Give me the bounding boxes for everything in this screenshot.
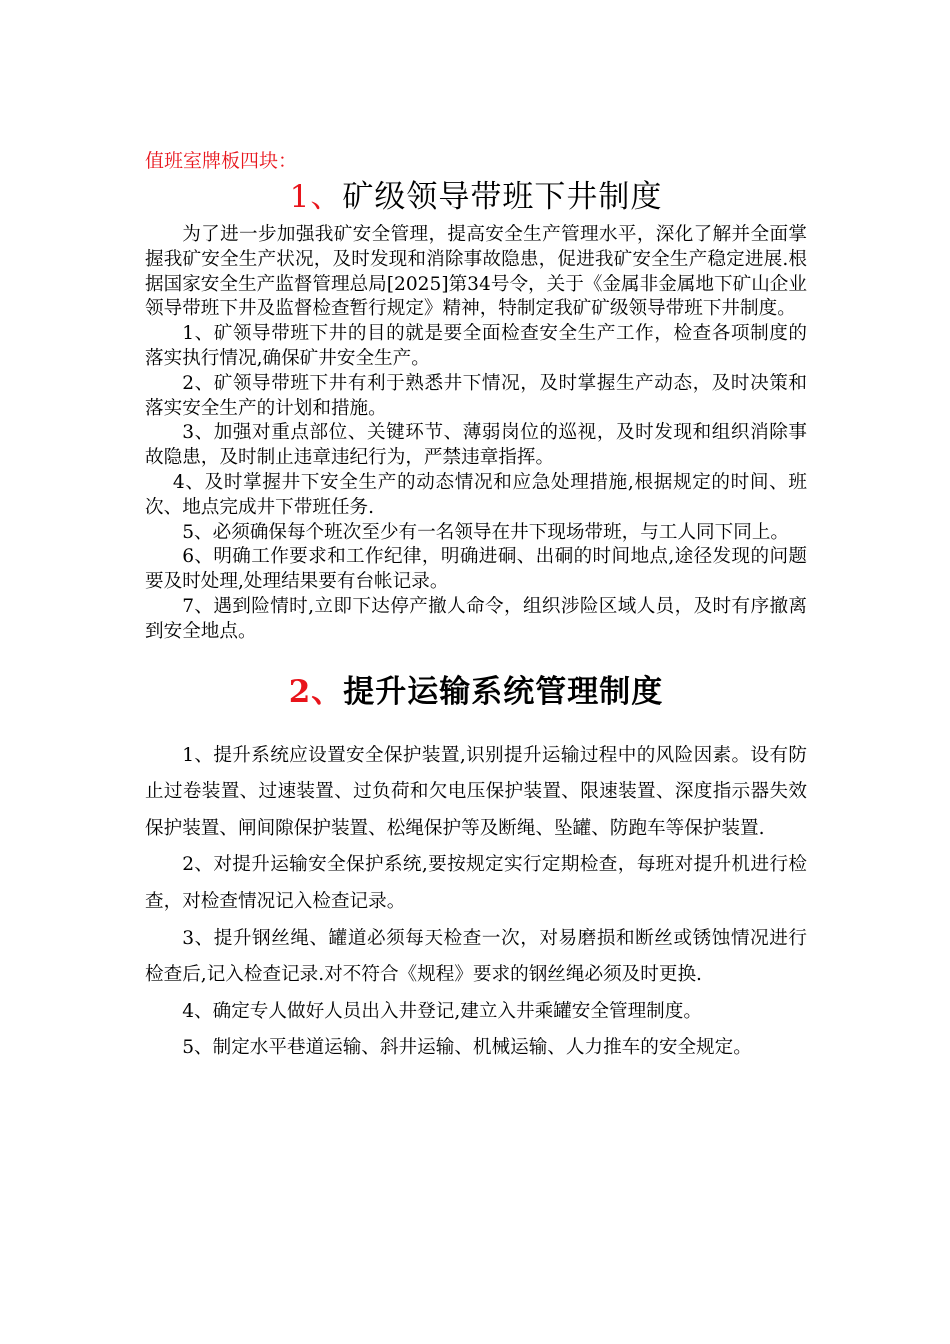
section1-title-text: 矿级领导带班下井制度 (342, 179, 663, 215)
section2-body (145, 738, 807, 1067)
section2-paragraph: 4、确定专人做好人员出入井登记,建立入井乘罐安全管理制度。 (182, 1000, 702, 1022)
section2-paragraph: 1、提升系统应设置安全保护装置,识别提升运输过程中的风险因素。设有防止过卷装置、过速装置、过负荷和欠电压保护装置、限速装置、深度指示器失效保护装置、闸间隙保护装置、松绳保护等及断绳、坠罐、防跑车等保护装置. (145, 744, 807, 839)
section1-number: 1、 (289, 179, 343, 215)
section1-paragraph: 7、遇到险情时,立即下达停产撤人命令，组织涉险区域人员，及时有序撤离到安全地点。 (145, 595, 807, 642)
section1-paragraph: 3、加强对重点部位、关键环节、薄弱岗位的巡视，及时发现和组织消除事故隐患，及时制止违章违纪行为，严禁违章指挥。 (145, 422, 807, 469)
section1-body (145, 223, 807, 645)
section2-title (145, 670, 807, 714)
section2-paragraph: 2、对提升运输安全保护系统,要按规定实行定期检查，每班对提升机进行检查，对检查情况记入检查记录。 (145, 854, 807, 912)
section2-title-text: 提升运输系统管理制度 (343, 673, 664, 710)
section1-paragraph: 6、明确工作要求和工作纪律，明确进硐、出硐的时间地点,途径发现的问题要及时处理,处理结果要有台帐记录。 (145, 546, 807, 593)
section1-paragraph: 2、矿领导带班下井有利于熟悉井下情况，及时掌握生产动态，及时决策和落实安全生产的计划和措施。 (145, 372, 807, 419)
section2-number: 2、 (288, 673, 344, 710)
document-content (145, 147, 807, 1067)
intro-label: 值班室牌板四块： (145, 150, 298, 172)
section1-paragraph: 5、必须确保每个班次至少有一名领导在井下现场带班，与工人同下同上。 (182, 521, 790, 543)
section1-title (145, 175, 807, 219)
section1-paragraph: 为了进一步加强我矿安全管理，提高安全生产管理水平，深化了解并全面掌握我矿安全生产状况，及时发现和消除事故隐患，促进我矿安全生产稳定进展.根据国家安全生产监督管理总局[2025]第34号令，关于《金属非金属地下矿山企业领导带班下井及监督检查暂行规定》精神，特制定我矿矿级领导带班下井制度。 (145, 224, 807, 320)
section2-paragraph: 5、制定水平巷道运输、斜井运输、机械运输、人力推车的安全规定。 (182, 1037, 752, 1059)
section1-paragraph: 1、矿领导带班下井的目的就是要全面检查安全生产工作，检查各项制度的落实执行情况,确保矿井安全生产。 (145, 323, 807, 369)
section2-paragraph: 3、提升钢丝绳、罐道必须每天检查一次，对易磨损和断丝或锈蚀情况进行检查后,记入检查记录.对不符合《规程》要求的钢丝绳必须及时更换. (145, 927, 807, 986)
section1-paragraph: 4、及时掌握井下安全生产的动态情况和应急处理措施,根据规定的时间、班次、地点完成井下带班任务. (145, 471, 807, 518)
